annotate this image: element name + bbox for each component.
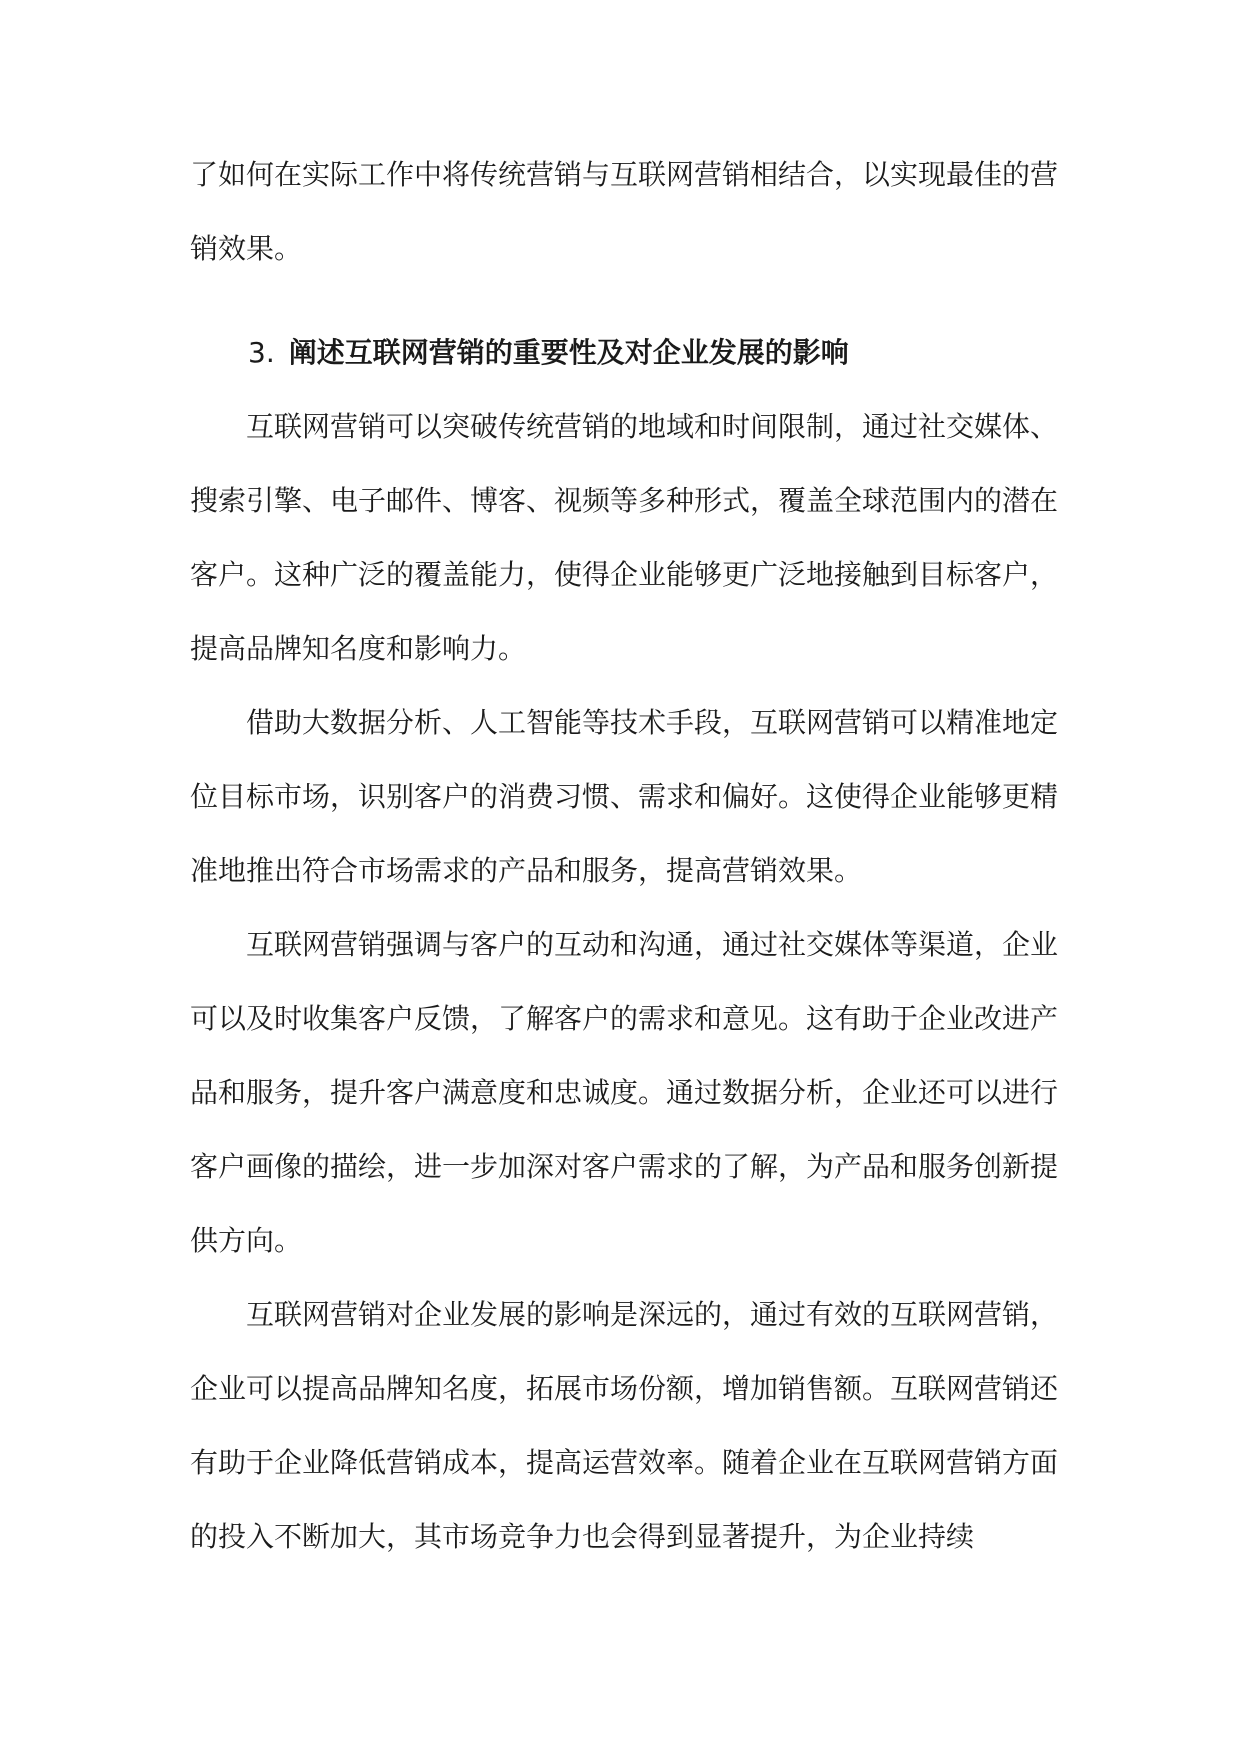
body-paragraph-2: 借助大数据分析、人工智能等技术手段，互联网营销可以精准地定位目标市场，识别客户的消费习惯、需求和偏好。这使得企业能够更精准地推出符合市场需求的产品和服务，提高营销效果。	[190, 706, 1059, 887]
body-paragraph-1: 互联网营销可以突破传统营销的地域和时间限制，通过社交媒体、搜索引擎、电子邮件、博客、视频等多种形式，覆盖全球范围内的潜在客户。这种广泛的覆盖能力，使得企业能够更广泛地接触到目标客户，提高品牌知名度和影响力。	[190, 410, 1059, 665]
section-title: 阐述互联网营销的重要性及对企业发展的影响	[288, 336, 849, 369]
page-content	[190, 138, 1058, 1574]
body-paragraph-4: 互联网营销对企业发展的影响是深远的，通过有效的互联网营销，企业可以提高品牌知名度，拓展市场份额，增加销售额。互联网营销还有助于企业降低营销成本，提高运营效率。随着企业在互联网营销方面的投入不断加大，其市场竞争力也会得到显著提升，为企业持续	[190, 1298, 1059, 1553]
body-paragraph-3: 互联网营销强调与客户的互动和沟通，通过社交媒体等渠道，企业可以及时收集客户反馈，了解客户的需求和意见。这有助于企业改进产品和服务，提升客户满意度和忠诚度。通过数据分析，企业还可以进行客户画像的描绘，进一步加深对客户需求的了解，为产品和服务创新提供方向。	[190, 928, 1059, 1257]
section-number: 3.	[248, 336, 275, 369]
section-heading	[190, 316, 1058, 390]
intro-continuation-paragraph: 了如何在实际工作中将传统营销与互联网营销相结合，以实现最佳的营销效果。	[190, 158, 1059, 265]
